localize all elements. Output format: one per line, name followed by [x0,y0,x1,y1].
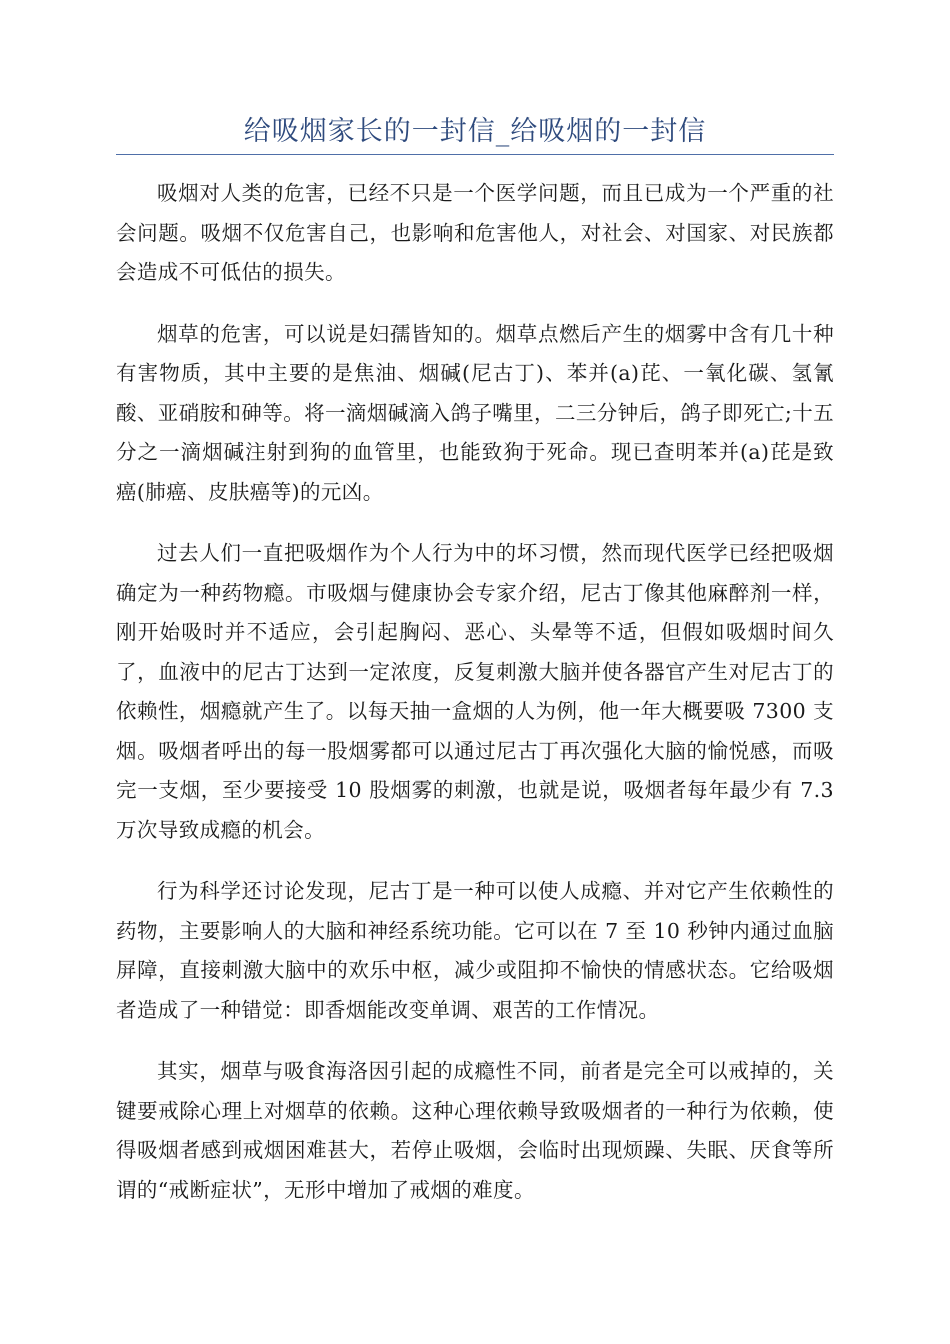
document-title: 给吸烟家长的一封信_给吸烟的一封信 [243,116,707,147]
document-body [116,174,834,1232]
paragraph-4: 行为科学还讨论发现，尼古丁是一种可以使人成瘾、并对它产生依赖性的药物，主要影响人的大脑和神经系统功能。它可以在 7 至 10 秒钟内通过血脑屏障，直接刺激大脑中的欢乐中枢，减少或阻抑不愉快的情感状态。它给吸烟者造成了一种错觉：即香烟能改变单调、艰苦的工作情况。 [116,879,834,1022]
paragraph-1: 吸烟对人类的危害，已经不只是一个医学问题，而且已成为一个严重的社会问题。吸烟不仅危害自己，也影响和危害他人，对社会、对国家、对民族都会造成不可低估的损失。 [116,181,834,284]
paragraph-5: 其实，烟草与吸食海洛因引起的成瘾性不同，前者是完全可以戒掉的，关键要戒除心理上对烟草的依赖。这种心理依赖导致吸烟者的一种行为依赖，使得吸烟者感到戒烟困难甚大，若停止吸烟，会临时出现烦躁、失眠、厌食等所谓的“戒断症状”，无形中增加了戒烟的难度。 [116,1059,834,1202]
paragraph-2: 烟草的危害，可以说是妇孺皆知的。烟草点燃后产生的烟雾中含有几十种有害物质，其中主要的是焦油、烟碱(尼古丁)、苯并(a)芘、一氧化碳、氢氰酸、亚硝胺和砷等。将一滴烟碱滴入鸽子嘴里，二三分钟后，鸽子即死亡;十五分之一滴烟碱注射到狗的血管里，也能致狗于死命。现已查明苯并(a)芘是致癌(肺癌、皮肤癌等)的元凶。 [116,321,834,504]
title-underline [116,154,834,155]
paragraph-3: 过去人们一直把吸烟作为个人行为中的坏习惯，然而现代医学已经把吸烟确定为一种药物瘾。市吸烟与健康协会专家介绍，尼古丁像其他麻醉剂一样，刚开始吸时并不适应，会引起胸闷、恶心、头晕等不适，但假如吸烟时间久了，血液中的尼古丁达到一定浓度，反复刺激大脑并使各器官产生对尼古丁的依赖性，烟瘾就产生了。以每天抽一盒烟的人为例，他一年大概要吸 7300 支烟。吸烟者呼出的每一股烟雾都可以通过尼古丁再次强化大脑的愉悦感，而吸完一支烟，至少要接受 10 股烟雾的刺激，也就是说，吸烟者每年最少有 7.3 万次导致成瘾的机会。 [116,541,834,842]
